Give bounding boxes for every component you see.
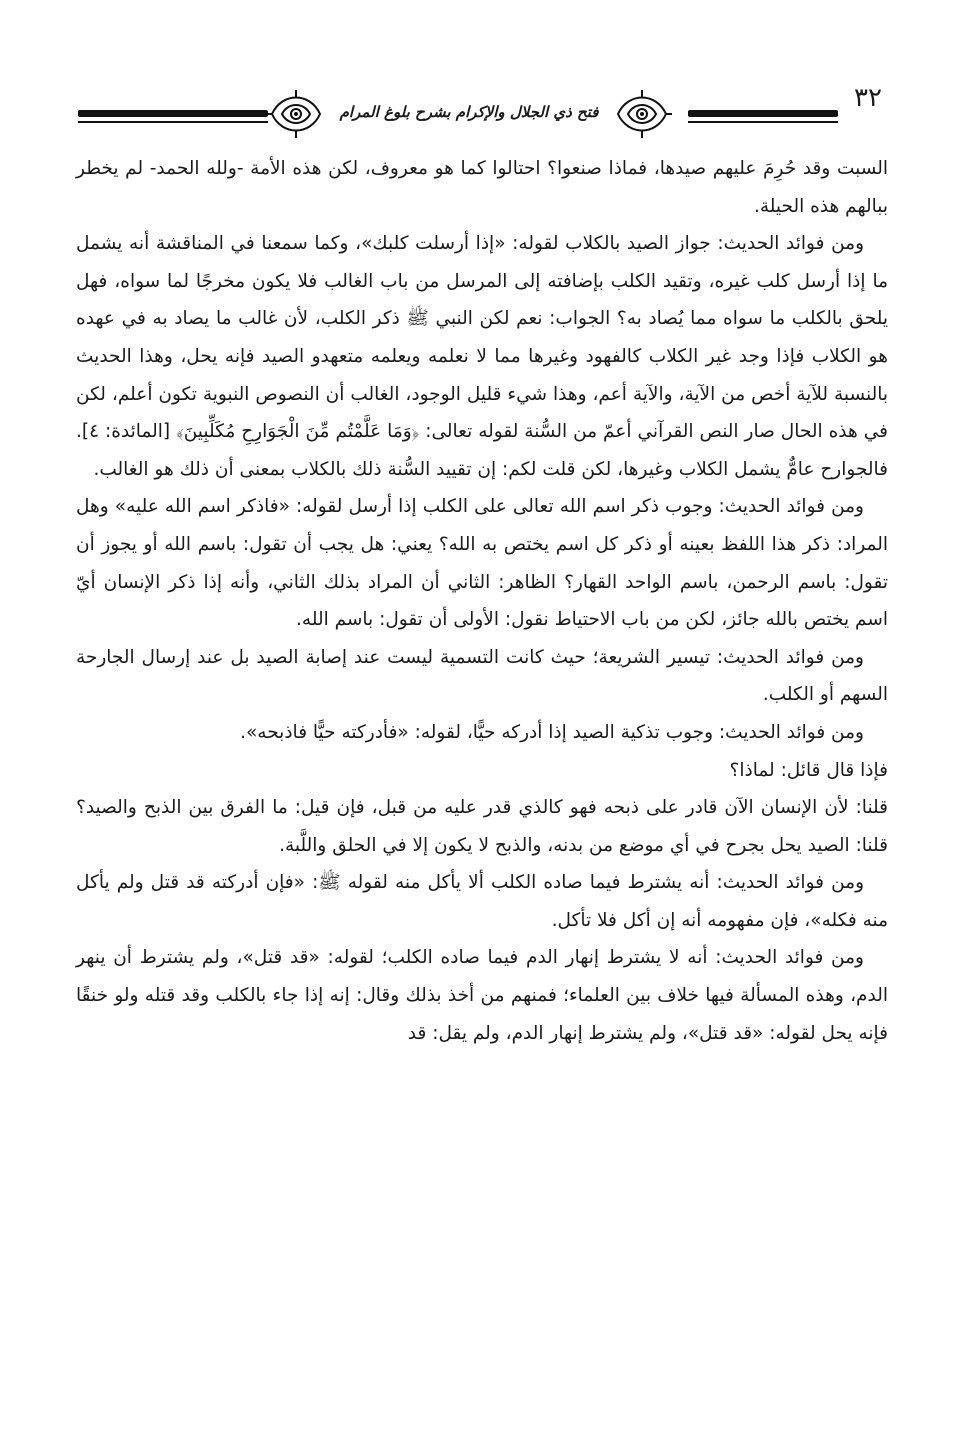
book-title: فتح ذي الجلال والإكرام بشرح بلوغ المرام — [339, 103, 599, 121]
ornament-left-icon — [264, 86, 328, 142]
paragraph: ومن فوائد الحديث: وجوب ذكر اسم الله تعالى على الكلب إذا أرسل لقوله: «فاذكر اسم الله عليه» وهل المراد: ذكر هذا اللفظ بعينه أو ذكر كل اسم يختص به الله؟ يعني: هل يجب أن تقول: باسم الله أو يجوز أن تقول: باسم الرحمن، باسم الواحد القهار؟ الظاهر: الثاني أن المراد بذلك الثاني، وأنه إذا ذكر الإنسان أيّ اسم يختص بالله جائز، لكن من باب الاحتياط نقول: الأولى أن تقول: باسم الله. — [76, 496, 888, 631]
page-number: ٣٢ — [854, 83, 882, 113]
ornament-right-icon — [610, 86, 674, 142]
header-rule-left — [78, 110, 268, 117]
paragraph: ومن فوائد الحديث: وجوب تذكية الصيد إذا أدركه حيًّا، لقوله: «فأدركته حيًّا فاذبحه». — [240, 721, 864, 743]
page-body — [76, 150, 888, 1052]
paragraph: ومن فوائد الحديث: جواز الصيد بالكلاب لقوله: «إذا أرسلت كلبك»، وكما سمعنا في المناقشة أنه يشمل ما إذا أرسل كلب غيره، وتقيد الكلب بإضافته إلى المرسل من باب الغالب فلا يكون مخرجًا لما سواه، فهل يلحق بالكلب ما سواه مما يُصاد به؟ الجواب: نعم لكن النبي ﷺ ذكر الكلب، لأن غالب ما يصاد به في عهده هو الكلاب فإذا وجد غير الكلاب كالفهود وغيرها مما لا نعلمه ويعلمه متعهدو الصيد فإنه يحل، وهذا الحديث بالنسبة للآية أخص من الآية، والآية أعم، وهذا شيء قليل الوجود، الغالب أن النصوص النبوية تكون أعلم، لكن في هذه الحال صار النص القرآني أعمّ من السُّنة لقوله تعالى: ﴿وَمَا عَلَّمْتُم مِّنَ الْجَوَارِحِ مُكَلِّبِينَ﴾ [المائدة: ٤]. فالجوارح عامٌّ يشمل الكلاب وغيرها، لكن قلت لكم: إن تقييد السُّنة ذلك بالكلاب بمعنى أن ذلك هو الغالب. — [76, 233, 888, 480]
paragraph: ومن فوائد الحديث: أنه يشترط فيما صاده الكلب ألا يأكل منه لقوله ﷺ: «فإن أدركته قد قتل ولم يأكل منه فكله»، فإن مفهومه أنه إن أكل فلا تأكل. — [76, 872, 888, 931]
paragraph: ومن فوائد الحديث: تيسير الشريعة؛ حيث كانت التسمية ليست عند إصابة الصيد بل عند إرسال الجارحة السهم أو الكلب. — [76, 646, 888, 706]
page-header — [78, 78, 898, 148]
paragraph: قلنا: لأن الإنسان الآن قادر على ذبحه فهو كالذي قدر عليه من قبل، فإن قيل: ما الفرق بين الذبح والصيد؟ قلنا: الصيد يحل بجرح في أي موضع من بدنه، والذبح لا يكون إلا في الحلق واللَّبة. — [76, 797, 888, 856]
paragraph: السبت وقد حُرِمَ عليهم صيدها، فماذا صنعوا؟ احتالوا كما هو معروف، لكن هذه الأمة -ولله الحمد- لم يخطر ببالهم هذه الحيلة. — [76, 158, 888, 217]
header-thin-rule-right — [688, 121, 838, 123]
header-thin-rule-left — [78, 121, 268, 123]
header-rule-right — [688, 110, 838, 117]
paragraph: فإذا قال قائل: لماذا؟ — [729, 759, 888, 781]
paragraph: ومن فوائد الحديث: أنه لا يشترط إنهار الدم فيما صاده الكلب؛ لقوله: «قد قتل»، ولم يشترط أن ينهر الدم، وهذه المسألة فيها خلاف بين العلماء؛ فمنهم من أخذ بذلك وقال: إنه إذا جاء بالكلب وقد قتله ولو خنقًا فإنه يحل لقوله: «قد قتل»، ولم يشترط إنهار الدم، ولم يقل: قد — [76, 947, 888, 1044]
